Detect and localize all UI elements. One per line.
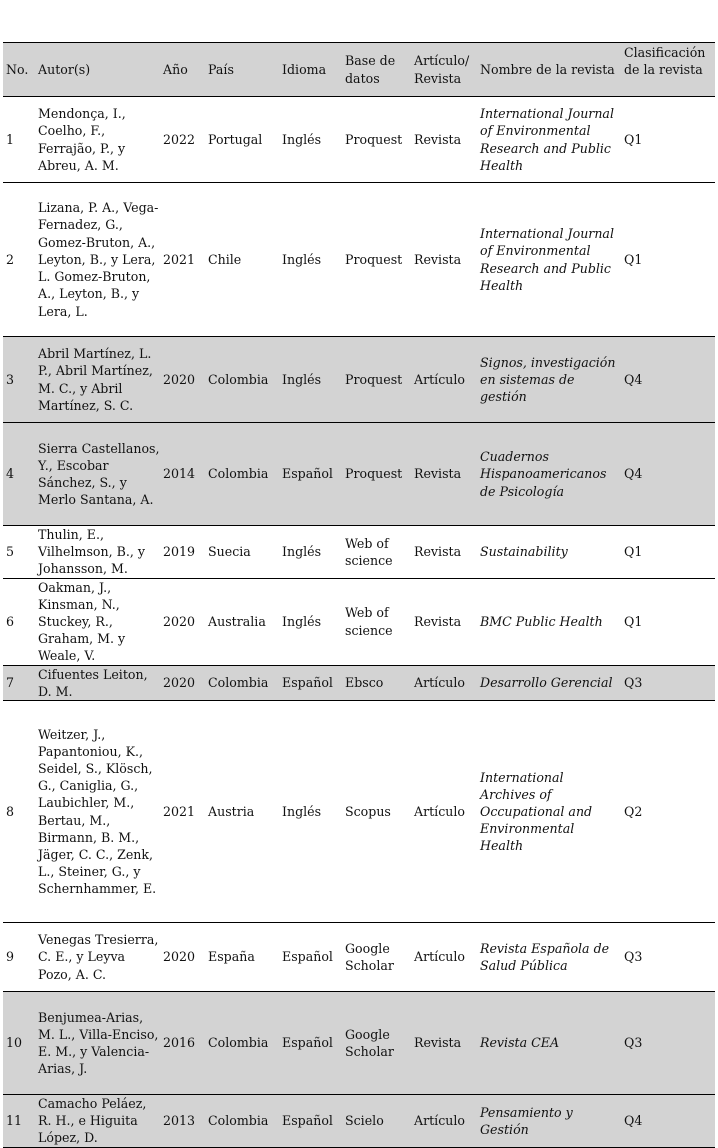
cell-database: Google Scholar bbox=[342, 923, 411, 992]
review-table bbox=[3, 42, 715, 1148]
cell-country: Colombia bbox=[205, 1095, 279, 1148]
cell-rank: Q4 bbox=[621, 1095, 715, 1148]
cell-no: 7 bbox=[3, 665, 35, 700]
cell-no: 8 bbox=[3, 701, 35, 923]
cell-database: Proquest bbox=[342, 97, 411, 183]
cell-rank: Q2 bbox=[621, 701, 715, 923]
cell-language: Inglés bbox=[279, 337, 342, 423]
cell-rank: Q3 bbox=[621, 665, 715, 700]
cell-database: Proquest bbox=[342, 337, 411, 423]
cell-type: Artículo bbox=[411, 665, 477, 700]
cell-authors: Cifuentes Leiton, D. M. bbox=[35, 665, 160, 700]
cell-rank: Q3 bbox=[621, 923, 715, 992]
cell-no: 3 bbox=[3, 337, 35, 423]
cell-year: 2020 bbox=[160, 665, 205, 700]
cell-language: Español bbox=[279, 923, 342, 992]
cell-rank: Q1 bbox=[621, 183, 715, 337]
header-row bbox=[3, 43, 715, 97]
cell-year: 2022 bbox=[160, 97, 205, 183]
cell-journal: Revista Española de Salud Pública bbox=[477, 923, 621, 992]
cell-rank: Q3 bbox=[621, 992, 715, 1095]
table-row bbox=[3, 337, 715, 423]
header-language: Idioma bbox=[279, 43, 342, 97]
cell-country: Austria bbox=[205, 701, 279, 923]
cell-rank: Q1 bbox=[621, 97, 715, 183]
cell-country: Colombia bbox=[205, 992, 279, 1095]
cell-country: Colombia bbox=[205, 665, 279, 700]
table-row bbox=[3, 992, 715, 1095]
cell-type: Artículo bbox=[411, 337, 477, 423]
cell-language: Español bbox=[279, 1095, 342, 1148]
cell-year: 2014 bbox=[160, 423, 205, 526]
cell-type: Revista bbox=[411, 423, 477, 526]
cell-language: Inglés bbox=[279, 526, 342, 579]
table-row bbox=[3, 701, 715, 923]
cell-rank: Q1 bbox=[621, 578, 715, 665]
cell-authors: Thulin, E., Vilhelmson, B., y Johansson, M. bbox=[35, 526, 160, 579]
cell-journal: International Journal of Environmental Research and Public Health bbox=[477, 97, 621, 183]
cell-no: 6 bbox=[3, 578, 35, 665]
table-row bbox=[3, 423, 715, 526]
cell-no: 4 bbox=[3, 423, 35, 526]
cell-language: Inglés bbox=[279, 578, 342, 665]
cell-database: Scopus bbox=[342, 701, 411, 923]
header-year: Año bbox=[160, 43, 205, 97]
header-country: País bbox=[205, 43, 279, 97]
cell-rank: Q1 bbox=[621, 526, 715, 579]
cell-database: Proquest bbox=[342, 183, 411, 337]
cell-authors: Venegas Tresierra, C. E., y Leyva Pozo, A. C. bbox=[35, 923, 160, 992]
cell-type: Revista bbox=[411, 526, 477, 579]
cell-authors: Lizana, P. A., Vega-Fernadez, G., Gomez-Bruton, A., Leyton, B., y Lera, L. Gomez-Bruton, A., Leyton, B., y Lera, L. bbox=[35, 183, 160, 337]
cell-database: Web of science bbox=[342, 526, 411, 579]
cell-authors: Benjumea-Arias, M. L., Villa-Enciso, E. M., y Valencia-Arias, J. bbox=[35, 992, 160, 1095]
table-row bbox=[3, 526, 715, 579]
cell-country: Australia bbox=[205, 578, 279, 665]
cell-language: Inglés bbox=[279, 183, 342, 337]
cell-country: Colombia bbox=[205, 337, 279, 423]
cell-journal: Sustainability bbox=[477, 526, 621, 579]
header-rank: Clasificación de la revista bbox=[621, 43, 715, 97]
cell-authors: Weitzer, J., Papantoniou, K., Seidel, S., Klösch, G., Caniglia, G., Laubichler, M., Bertau, M., Birmann, B. M., Jäger, C. C., Zenk, L., Steiner, G., y Schernhammer, E. bbox=[35, 701, 160, 923]
cell-type: Revista bbox=[411, 992, 477, 1095]
header-type: Artículo/ Revista bbox=[411, 43, 477, 97]
cell-authors: Camacho Peláez, R. H., e Higuita López, D. bbox=[35, 1095, 160, 1148]
table-row bbox=[3, 97, 715, 183]
cell-database: Google Scholar bbox=[342, 992, 411, 1095]
header-journal: Nombre de la revista bbox=[477, 43, 621, 97]
cell-no: 5 bbox=[3, 526, 35, 579]
cell-database: Proquest bbox=[342, 423, 411, 526]
cell-journal: Signos, investigación en sistemas de gestión bbox=[477, 337, 621, 423]
cell-country: Portugal bbox=[205, 97, 279, 183]
cell-database: Scielo bbox=[342, 1095, 411, 1148]
cell-no: 10 bbox=[3, 992, 35, 1095]
cell-year: 2021 bbox=[160, 701, 205, 923]
cell-no: 11 bbox=[3, 1095, 35, 1148]
cell-no: 1 bbox=[3, 97, 35, 183]
cell-journal: BMC Public Health bbox=[477, 578, 621, 665]
cell-year: 2013 bbox=[160, 1095, 205, 1148]
cell-journal: Cuadernos Hispanoamericanos de Psicología bbox=[477, 423, 621, 526]
cell-year: 2020 bbox=[160, 923, 205, 992]
cell-year: 2016 bbox=[160, 992, 205, 1095]
header-authors: Autor(s) bbox=[35, 43, 160, 97]
cell-no: 9 bbox=[3, 923, 35, 992]
cell-year: 2020 bbox=[160, 578, 205, 665]
cell-country: Chile bbox=[205, 183, 279, 337]
cell-country: España bbox=[205, 923, 279, 992]
cell-language: Inglés bbox=[279, 701, 342, 923]
table-row bbox=[3, 665, 715, 700]
cell-language: Español bbox=[279, 423, 342, 526]
cell-journal: Desarrollo Gerencial bbox=[477, 665, 621, 700]
cell-journal: Revista CEA bbox=[477, 992, 621, 1095]
header-no: No. bbox=[3, 43, 35, 97]
table-body bbox=[3, 97, 715, 1148]
table-row bbox=[3, 923, 715, 992]
table-row bbox=[3, 183, 715, 337]
cell-type: Artículo bbox=[411, 1095, 477, 1148]
header-database: Base de datos bbox=[342, 43, 411, 97]
cell-no: 2 bbox=[3, 183, 35, 337]
cell-year: 2020 bbox=[160, 337, 205, 423]
cell-journal: International Journal of Environmental Research and Public Health bbox=[477, 183, 621, 337]
cell-type: Artículo bbox=[411, 923, 477, 992]
cell-journal: Pensamiento y Gestión bbox=[477, 1095, 621, 1148]
cell-type: Revista bbox=[411, 183, 477, 337]
cell-language: Inglés bbox=[279, 97, 342, 183]
cell-language: Español bbox=[279, 992, 342, 1095]
cell-type: Revista bbox=[411, 578, 477, 665]
cell-database: Ebsco bbox=[342, 665, 411, 700]
cell-type: Artículo bbox=[411, 701, 477, 923]
cell-country: Colombia bbox=[205, 423, 279, 526]
cell-authors: Sierra Castellanos, Y., Escobar Sánchez, S., y Merlo Santana, A. bbox=[35, 423, 160, 526]
table-row bbox=[3, 1095, 715, 1148]
table-row bbox=[3, 578, 715, 665]
cell-type: Revista bbox=[411, 97, 477, 183]
cell-language: Español bbox=[279, 665, 342, 700]
cell-rank: Q4 bbox=[621, 423, 715, 526]
cell-year: 2021 bbox=[160, 183, 205, 337]
cell-journal: International Archives of Occupational and Environmental Health bbox=[477, 701, 621, 923]
cell-authors: Abril Martínez, L. P., Abril Martínez, M. C., y Abril Martínez, S. C. bbox=[35, 337, 160, 423]
cell-year: 2019 bbox=[160, 526, 205, 579]
cell-authors: Oakman, J., Kinsman, N., Stuckey, R., Graham, M. y Weale, V. bbox=[35, 578, 160, 665]
cell-database: Web of science bbox=[342, 578, 411, 665]
cell-authors: Mendonça, I., Coelho, F., Ferrajão, P., y Abreu, A. M. bbox=[35, 97, 160, 183]
cell-country: Suecia bbox=[205, 526, 279, 579]
cell-rank: Q4 bbox=[621, 337, 715, 423]
